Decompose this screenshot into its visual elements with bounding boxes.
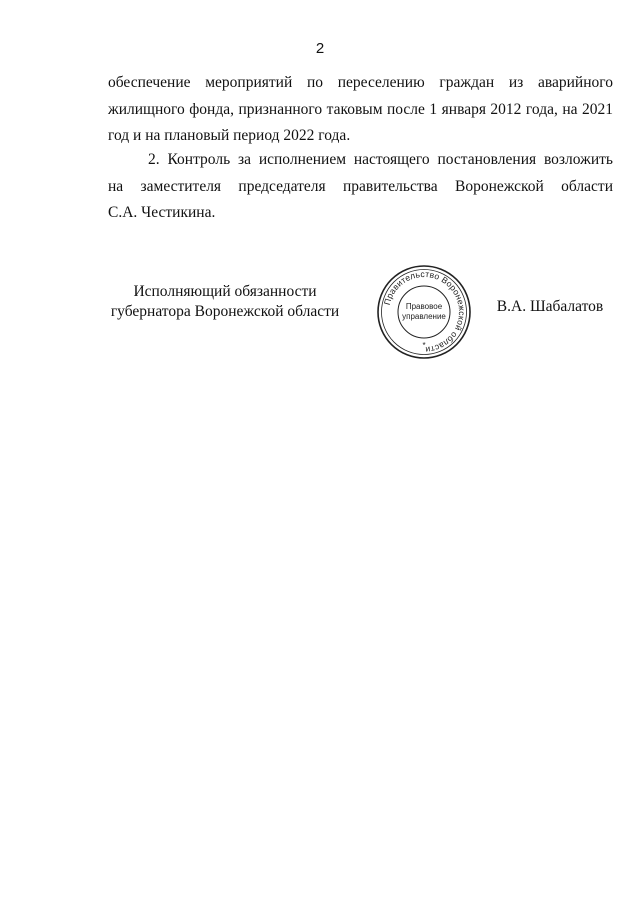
paragraph-line: год и на плановый период 2022 года. bbox=[108, 127, 351, 144]
paragraph-funding bbox=[108, 70, 613, 150]
signatory-name: В.А. Шабалатов bbox=[496, 298, 604, 315]
signatory-title-line: Исполняющий обязанности bbox=[133, 283, 317, 300]
signatory-title-line: губернатора Воронежской области bbox=[110, 303, 340, 320]
stamp-center-line: управление bbox=[402, 312, 446, 321]
official-stamp bbox=[376, 264, 472, 360]
stamp-star: * bbox=[422, 341, 426, 350]
paragraph-line: жилищного фонда, признанного таковым после 1 января 2012 года, на 2021 bbox=[108, 100, 613, 118]
paragraph-line: обеспечение мероприятий по переселению граждан из аварийного bbox=[108, 74, 613, 91]
stamp-center-line: Правовое bbox=[405, 302, 443, 311]
stamp-ring-text: Правительство Воронежской области bbox=[381, 268, 468, 356]
stamp-seal bbox=[376, 264, 472, 360]
signatory-title bbox=[100, 282, 350, 322]
paragraph-line: С.А. Честикина. bbox=[108, 204, 216, 221]
paragraph-control bbox=[108, 147, 613, 227]
paragraph-line: на заместителя председателя правительства Воронежской области bbox=[108, 177, 613, 195]
page-number: 2 bbox=[315, 40, 325, 57]
paragraph-line: 2. Контроль за исполнением настоящего постановления возложить bbox=[148, 151, 613, 168]
